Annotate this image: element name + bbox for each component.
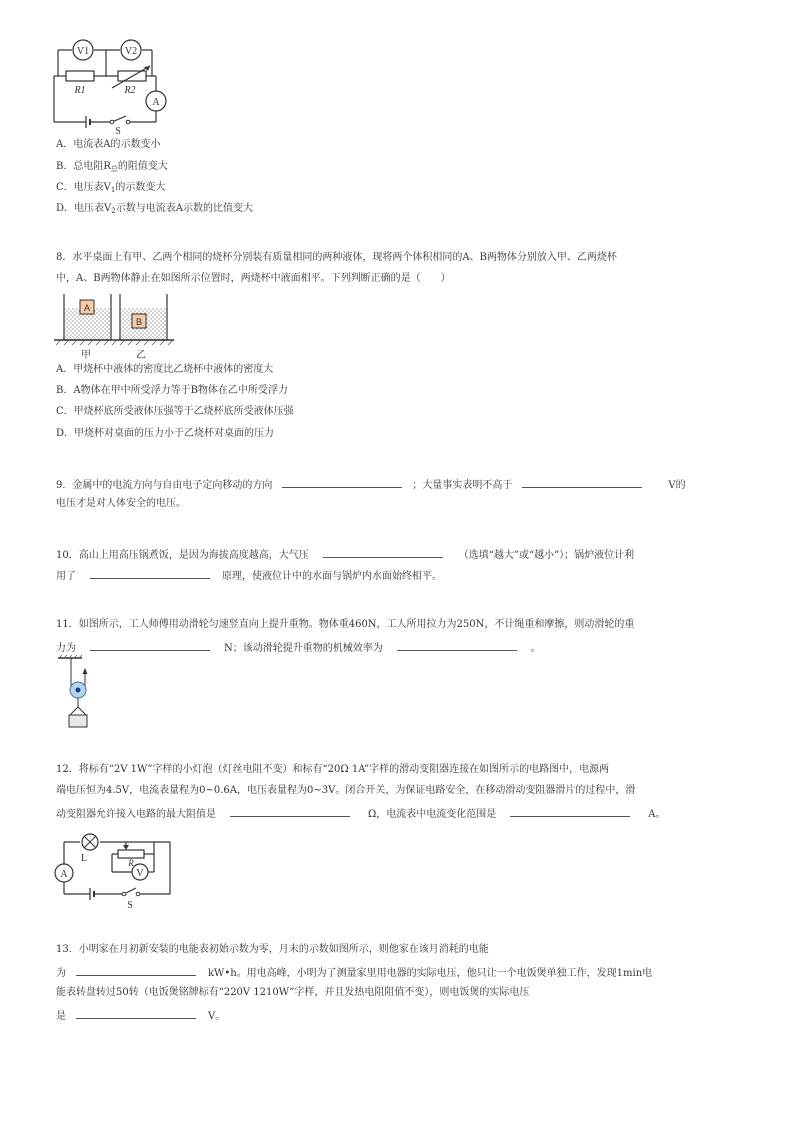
q8-option-c: C．甲烧杯底所受液体压强等于乙烧杯底所受液体压强 — [56, 406, 294, 417]
ammeter-label: A — [60, 869, 68, 880]
q7-option-d: D．电压表$V_2$示数与电流表A示数的比值变大 — [56, 203, 253, 215]
q12-stem-line3: 动变阻器允许接入电路的最大阻值是 Ω，电流表中电流变化范围是 A。 — [56, 805, 666, 822]
q13-stem-line3: 能表转盘转过50转（电饭煲铭牌标有“220V 1210W”字样，并且发热电阻阻值不变），则电饭煲的实际电压 — [56, 987, 530, 998]
q8-option-d: D．甲烧杯对桌面的压力小于乙烧杯对桌面的压力 — [56, 428, 275, 439]
weight-block — [69, 715, 87, 727]
q13-blank-1[interactable] — [76, 964, 196, 976]
q11-blank-1[interactable] — [90, 639, 210, 651]
beakers-diagram — [54, 290, 174, 362]
q12-stem-line1: 12．将标有“2V 1W”字样的小灯泡（灯丝电阻不变）和标有“20Ω 1A”字样的滑动变阻器连接在如图所示的电路图中，电源两 — [56, 764, 610, 775]
block-a-label: A — [83, 303, 91, 313]
q8-option-a: A．甲烧杯中液体的密度比乙烧杯中液体的密度大 — [56, 364, 274, 375]
switch-label: S — [127, 900, 133, 911]
switch-label: S — [115, 126, 121, 136]
q12-blank-1[interactable] — [230, 805, 350, 817]
pulley-diagram — [58, 655, 98, 730]
q13-blank-2[interactable] — [76, 1007, 196, 1019]
ammeter-label: A — [152, 97, 160, 108]
q10-stem-line1: 10．高山上用高压锅煮饭，是因为海拔高度越高，大气压 （选填“越大”或“越小”）；锅炉液位计利 — [56, 546, 634, 563]
q8-option-b: B．A物体在甲中所受浮力等于B物体在乙中所受浮力 — [56, 385, 288, 396]
q9-stem-line1: 9．金属中的电流方向与自由电子定向移动的方向 ；大量事实表明不高于 V的 — [56, 476, 686, 493]
q12-stem-line2: 端电压恒为4.5V，电流表量程为0~0.6A，电压表量程为0~3V。闭合开关，为保证电路安全，在移动滑动变阻器滑片的过程中，滑 — [56, 785, 636, 796]
q9-stem-line2: 电压才是对人体安全的电压。 — [56, 498, 186, 509]
block-b-label: B — [135, 317, 143, 327]
beaker-jia-label: 甲 — [81, 350, 91, 361]
q11-blank-2[interactable] — [397, 639, 517, 651]
q9-blank-2[interactable] — [522, 476, 642, 488]
circuit-diagram-q7 — [50, 36, 175, 136]
q13-stem-line4: 是 V。 — [56, 1007, 225, 1024]
voltmeter-label: V — [136, 868, 144, 879]
q11-stem-line1: 11．如图所示，工人师傅用动滑轮匀速竖直向上提升重物。物体重460N，工人所用拉力为250N，不计绳重和摩擦，则动滑轮的重 — [56, 619, 635, 630]
q11-stem-line2: 力为 N；该动滑轮提升重物的机械效率为 。 — [56, 639, 541, 656]
r2-label: R2 — [124, 85, 136, 96]
q13-stem-line2: 为 kW•h。用电高峰，小明为了测量家里用电器的实际电压，他只让一个电饭煲单独工作，发现1min电 — [56, 964, 652, 981]
q7-option-a: A．电流表A的示数变小 — [56, 139, 161, 150]
circuit-diagram-q12 — [52, 832, 180, 912]
lamp-label: L — [80, 853, 88, 864]
r1-label: R1 — [74, 85, 86, 96]
q10-blank-2[interactable] — [90, 567, 210, 579]
rheostat-label: R — [128, 858, 134, 868]
q7-option-c: C．电压表$V_1$的示数变大 — [56, 182, 166, 194]
q7-option-b: B．总电阻$R_总$的阻值变大 — [56, 161, 168, 173]
q12-blank-2[interactable] — [510, 805, 630, 817]
v2-label: V2 — [124, 46, 138, 57]
q10-stem-line2: 用了 原理，使液位计中的水面与锅炉内水面始终相平。 — [56, 567, 442, 584]
beaker-yi-label: 乙 — [136, 350, 146, 361]
v1-label: V1 — [76, 46, 90, 57]
q8-stem-line1: 8．水平桌面上有甲、乙两个相同的烧杯分别装有质量相同的两种液体，现将两个体积相同的A、B两物体分别放入甲、乙两烧杯 — [56, 252, 617, 263]
q8-stem-line2: 中，A、B两物体静止在如图所示位置时，两烧杯中液面相平。下列判断正确的是（ ） — [56, 273, 451, 284]
q9-blank-1[interactable] — [282, 476, 402, 488]
q10-blank-1[interactable] — [323, 546, 443, 558]
q13-stem-line1: 13．小明家在月初新安装的电能表初始示数为零，月末的示数如图所示，则他家在该月消耗的电能 — [56, 944, 489, 955]
